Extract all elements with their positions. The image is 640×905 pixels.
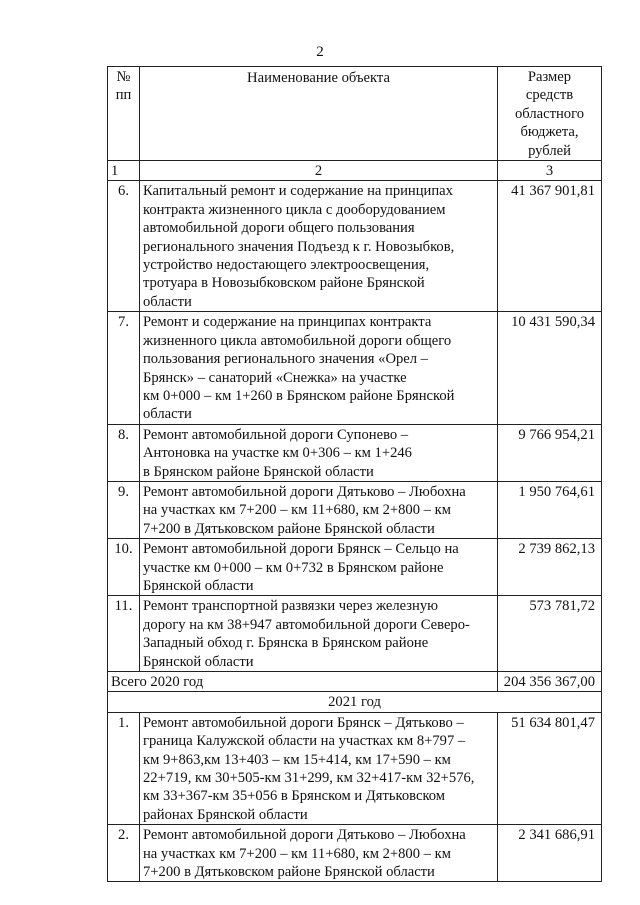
row-name: Ремонт автомобильной дороги Супонево – Антоновка на участке км 0+306 – км 1+246 в Брянском районе Брянской области (140, 424, 498, 481)
row-amount: 2 341 686,91 (498, 825, 602, 882)
table-row (108, 424, 602, 481)
column-number-2: 2 (140, 161, 498, 181)
header-amount: Размер средств областного бюджета, рублей (498, 67, 602, 161)
budget-table (107, 66, 602, 882)
column-numbers-row (108, 161, 602, 181)
row-number: 1. (108, 712, 140, 824)
row-amount: 2 739 862,13 (498, 539, 602, 596)
row-name: Ремонт автомобильной дороги Дятьково – Любохна на участках км 7+200 – км 11+680, км 2+800 – км 7+200 в Дятьковском районе Брянской области (140, 825, 498, 882)
table-row (108, 181, 602, 312)
row-amount: 9 766 954,21 (498, 424, 602, 481)
row-name: Ремонт транспортной развязки через железную дорогу на км 38+947 автомобильной дороги Северо- Западный обход г. Брянска в Брянском районе Брянской области (140, 596, 498, 672)
table-row (108, 312, 602, 424)
year-2021-row (108, 692, 602, 712)
row-number: 10. (108, 539, 140, 596)
row-name: Ремонт автомобильной дороги Дятьково – Любохна на участках км 7+200 – км 11+680, км 2+800 – км 7+200 в Дятьковском районе Брянской области (140, 481, 498, 538)
total-2020-label: Всего 2020 год (108, 672, 498, 692)
row-name: Капитальный ремонт и содержание на принципах контракта жизненного цикла с дооборудованием автомобильной дороги общего пользования регионального значения Подъезд к г. Новозыбков, устройство недостающего электроосвещения, тротуара в Новозыбковском районе Брянской области (140, 181, 498, 312)
page-number: 2 (316, 44, 324, 60)
row-number: 11. (108, 596, 140, 672)
row-number: 6. (108, 181, 140, 312)
row-number: 2. (108, 825, 140, 882)
row-name: Ремонт автомобильной дороги Брянск – Сельцо на участке км 0+000 – км 0+732 в Брянском районе Брянской области (140, 539, 498, 596)
row-amount: 1 950 764,61 (498, 481, 602, 538)
row-number: 9. (108, 481, 140, 538)
row-number: 8. (108, 424, 140, 481)
row-amount: 10 431 590,34 (498, 312, 602, 424)
table-row (108, 481, 602, 538)
table-row (108, 825, 602, 882)
column-number-3: 3 (498, 161, 602, 181)
row-name: Ремонт и содержание на принципах контракта жизненного цикла автомобильной дороги общего пользования регионального значения «Орел – Брянск» – санаторий «Снежка» на участке км 0+000 – км 1+260 в Брянском районе Брянской области (140, 312, 498, 424)
total-2020-amount: 204 356 367,00 (498, 672, 602, 692)
row-amount: 41 367 901,81 (498, 181, 602, 312)
column-number-1: 1 (108, 161, 140, 181)
row-amount: 573 781,72 (498, 596, 602, 672)
header-number: № пп (108, 67, 140, 161)
year-2021-heading: 2021 год (108, 692, 602, 712)
table-row (108, 712, 602, 824)
total-2020-row (108, 672, 602, 692)
table-header-row (108, 67, 602, 161)
row-amount: 51 634 801,47 (498, 712, 602, 824)
row-name: Ремонт автомобильной дороги Брянск – Дятьково – граница Калужской области на участках км 8+797 – км 9+863,км 13+403 – км 15+414, км 17+590 – км 22+719, км 30+505-км 31+299, км 32+417-км 32+576, км 33+367-км 35+056 в Брянском и Дятьковском районах Брянской области (140, 712, 498, 824)
row-number: 7. (108, 312, 140, 424)
header-name: Наименование объекта (140, 67, 498, 161)
table-row (108, 596, 602, 672)
table-row (108, 539, 602, 596)
